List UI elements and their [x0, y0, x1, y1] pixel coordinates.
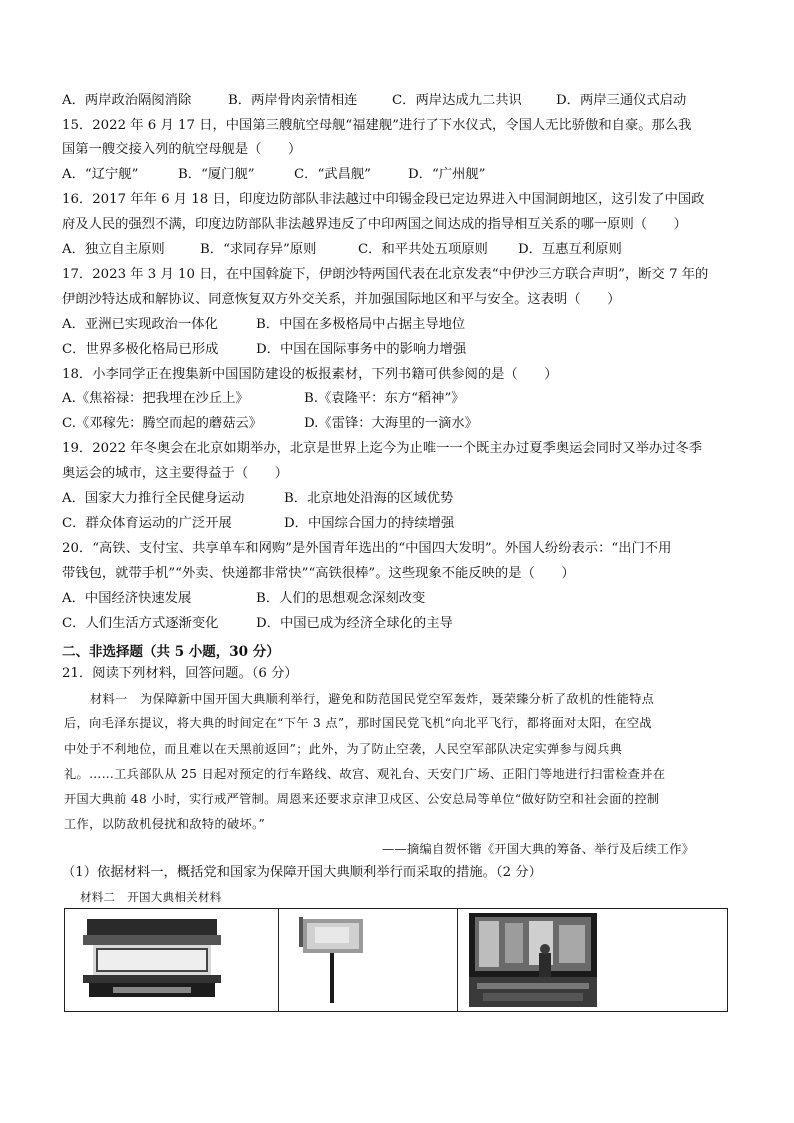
q20-option-b: B．人们的思想观念深刻改变	[256, 591, 426, 606]
q15-option-a: A．“辽宁舰”	[62, 167, 139, 182]
q15-option-d: D．“广州舰”	[408, 167, 486, 182]
q20-option-c: C．人们生活方式逐渐变化	[62, 616, 219, 631]
q19-stem-line1: 19．2022 年冬奥会在北京如期举办，北京是世界上迄今为止唯一一个既主办过夏季奥运会同时又举办过冬季	[62, 441, 703, 456]
q17-stem-line1: 17．2023 年 3 月 10 日，在中国斡旋下，伊朗沙特两国代表在北京发表“中伊沙三方联合声明”，断交 7 年的	[62, 267, 709, 282]
q15-option-c: C．“武昌舰”	[294, 167, 371, 182]
material2-image-table	[64, 908, 728, 1012]
q21-intro: 21．阅读下列材料，回答问题。（6 分）	[62, 666, 298, 681]
q19-option-a: A．国家大力推行全民健身运动	[62, 491, 245, 506]
q15-option-b: B．“厦门舰”	[178, 167, 255, 182]
q19-option-b: B．北京地处沿海的区域优势	[284, 491, 454, 506]
ceremony-photo	[469, 913, 597, 1007]
material1-line3: 中处于不利地位，而且难以在天黑前返回”；此外，为了防止空袭，人民空军部队决定实弹参与阅兵典	[64, 742, 623, 756]
q18-option-a: A.《焦裕禄：把我埋在沙丘上》	[62, 391, 249, 406]
material1-line1: 材料一 为保障新中国开国大典顺利举行，避免和防范国民党空军轰炸，聂荣臻分析了敌机的性能特点	[90, 692, 655, 706]
q16-option-c: C．和平共处五项原则	[358, 242, 488, 257]
q17-option-b: B．中国在多极格局中占据主导地位	[256, 317, 466, 332]
q19-option-c: C．群众体育运动的广泛开展	[62, 516, 232, 531]
q15-stem-line1: 15．2022 年 6 月 17 日，中国第三艘航空母舰“福建舰”进行了下水仪式，令国人无比骄傲和自豪。那么我	[62, 118, 692, 133]
q19-option-d: D．中国综合国力的持续增强	[284, 516, 455, 531]
material1-line4: 礼。……工兵部队从 25 日起对预定的行车路线、故宫、观礼台、天安门广场、正阳门等地进行扫雷检查并在	[64, 767, 666, 781]
q17-option-d: D．中国在国际事务中的影响力增强	[256, 342, 467, 357]
image-divider	[278, 909, 279, 1011]
q17-stem-line2: 伊朗沙特达成和解协议、同意恢复双方外交关系，并加强国际地区和平与安全。这表明（ ）	[62, 292, 621, 307]
flag-button-photo	[295, 915, 375, 1005]
q20-option-d: D．中国已成为经济全球化的主导	[256, 616, 453, 631]
q15-stem-line2: 国第一艘交接入列的航空母舰是（ ）	[62, 142, 302, 157]
q14-option-d: D．两岸三通仪式启动	[556, 93, 687, 108]
material2-label: 材料二 开国大典相关材料	[80, 890, 222, 904]
material1-line5: 开国大典前 48 小时，实行戒严管制。周恩来还要求京津卫戍区、公安总局等单位“做好防空和社会面的控制	[64, 792, 660, 806]
q14-option-a: A．两岸政治隔阂消除	[62, 93, 192, 108]
q14-option-b: B．两岸骨肉亲情相连	[228, 93, 358, 108]
q19-stem-line2: 奥运会的城市，这主要得益于（ ）	[62, 466, 289, 481]
material1-source: ——摘编自贺怀锴《开国大典的筹备、举行及后续工作》	[382, 842, 695, 856]
q14-option-c: C．两岸达成九二共识	[392, 93, 522, 108]
rostrum-photo	[83, 917, 221, 1001]
material1-line6: 工作，以防敌机侵扰和敌特的破坏。”	[64, 817, 266, 831]
q16-stem-line2: 府及人民的强烈不满，印度边防部队非法越界违反了中印两国之间达成的指导相互关系的哪一原则（ ）	[62, 217, 687, 232]
q20-stem-line2: 带钱包，就带手机”“外卖、快递都非常快”“高铁很棒”。这些现象不能反映的是（ ）	[62, 566, 575, 581]
q20-stem-line1: 20．“高铁、支付宝、共享单车和网购”是外国青年选出的“中国四大发明”。外国人纷纷表示：“出门不用	[62, 541, 672, 556]
q16-option-a: A．独立自主原则	[62, 242, 165, 257]
q16-option-b: B．“求同存异”原则	[200, 242, 317, 257]
q16-option-d: D．互惠互利原则	[518, 242, 622, 257]
q17-option-c: C．世界多极化格局已形成	[62, 342, 219, 357]
q21-sub1: （1）依据材料一，概括党和国家为保障开国大典顺利举行而采取的措施。（2 分）	[62, 865, 542, 880]
q18-option-c: C.《邓稼先：腾空而起的蘑菇云》	[62, 416, 263, 431]
q18-option-d: D.《雷锋：大海里的一滴水》	[304, 416, 478, 431]
image-divider	[457, 909, 458, 1011]
q20-option-a: A．中国经济快速发展	[62, 591, 192, 606]
q18-option-b: B.《袁隆平：东方“稻神”》	[304, 391, 465, 406]
q16-stem-line1: 16．2017 年年 6 月 18 日，印度边防部队非法越过中印锡金段已定边界进入中国洞朗地区，这引发了中国政	[62, 192, 705, 207]
material1-line2: 后，向毛泽东提议，将大典的时间定在“下午 3 点”，那时国民党飞机“向北平飞行，都将面对太阳，在空战	[64, 716, 652, 730]
q18-stem: 18．小李同学正在搜集新中国国防建设的板报素材，下列书籍可供参阅的是（ ）	[62, 367, 558, 382]
section-title: 二、非选择题（共 5 小题，30 分）	[62, 644, 280, 660]
q17-option-a: A．亚洲已实现政治一体化	[62, 317, 218, 332]
